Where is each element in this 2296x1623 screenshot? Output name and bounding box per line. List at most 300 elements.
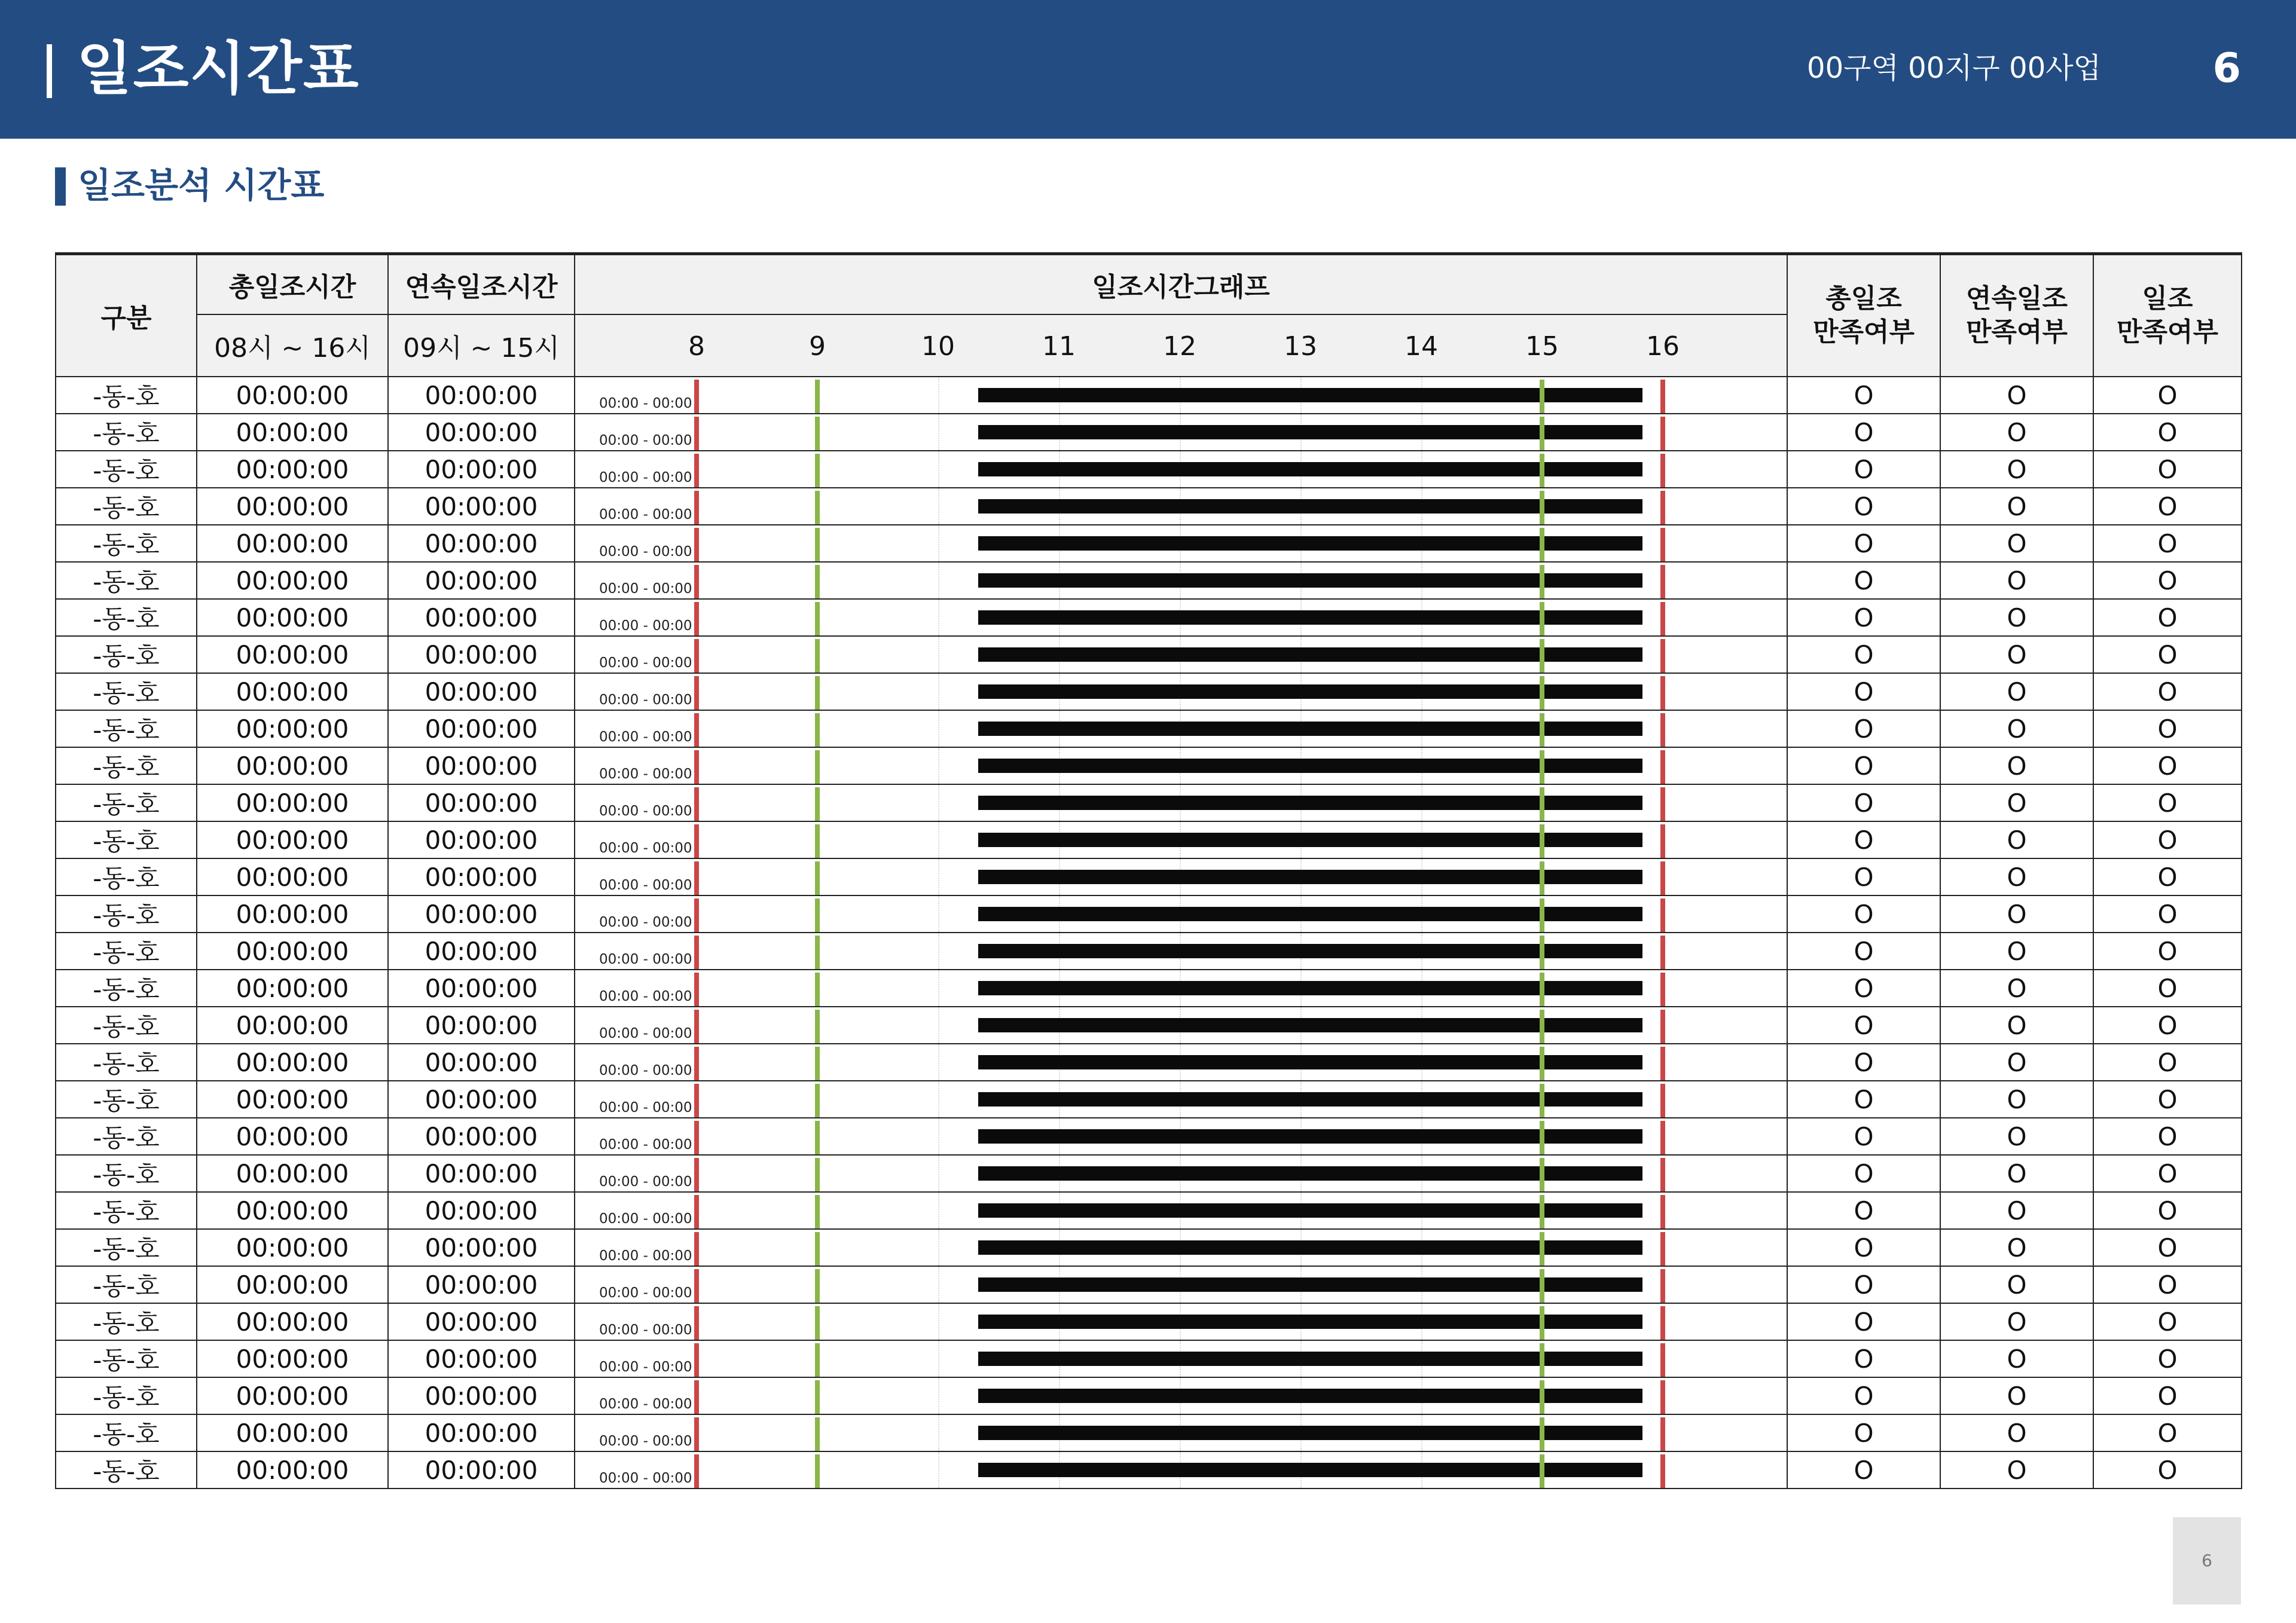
hour-label: 13 <box>1284 331 1317 362</box>
time-range-label: 00:00 - 00:00 <box>599 433 692 448</box>
table-row <box>56 1155 2242 1192</box>
hour-gridline <box>938 1156 939 1191</box>
total-window-end-marker <box>1660 1084 1665 1117</box>
total-sun-cell: 00:00:00 <box>197 784 388 821</box>
header-sun-ok <box>2093 254 2242 377</box>
total-sun-cell: 00:00:00 <box>197 821 388 858</box>
hour-label: 10 <box>921 331 955 362</box>
header-division: 구분 <box>56 254 197 377</box>
unit-cell: -동-호 <box>56 1340 197 1377</box>
hour-gridline <box>938 1267 939 1303</box>
sun-ok-cell: O <box>2093 895 2242 933</box>
total-ok-cell: O <box>1787 451 1940 488</box>
table-row <box>56 747 2242 784</box>
total-window-end-marker <box>1660 1306 1665 1340</box>
continuous-ok-cell: O <box>1940 599 2093 636</box>
time-range-label: 00:00 - 00:00 <box>599 692 692 708</box>
continuous-window-start-marker <box>815 1380 820 1414</box>
hour-gridline <box>938 748 939 784</box>
total-window-start-marker <box>694 491 699 524</box>
total-window-start-marker <box>694 713 699 747</box>
total-ok-cell: O <box>1787 1007 1940 1044</box>
continuous-window-start-marker <box>815 1417 820 1451</box>
continuous-window-end-marker <box>1540 639 1544 673</box>
graph-cell <box>575 1414 1787 1451</box>
sun-ok-cell: O <box>2093 414 2242 451</box>
unit-cell: -동-호 <box>56 895 197 933</box>
total-window-start-marker <box>694 1158 699 1191</box>
sunlight-table <box>55 252 2242 1489</box>
table-row <box>56 636 2242 673</box>
hour-gridline <box>938 896 939 932</box>
hour-gridline <box>938 785 939 821</box>
header-continuous-ok-line1: 연속일조 <box>1965 283 2068 314</box>
total-window-end-marker <box>1660 1454 1665 1488</box>
total-window-end-marker <box>1660 1121 1665 1154</box>
table-row <box>56 784 2242 821</box>
sun-ok-cell: O <box>2093 710 2242 747</box>
hour-gridline <box>938 970 939 1006</box>
total-sun-cell: 00:00:00 <box>197 1007 388 1044</box>
graph-cell <box>575 1303 1787 1340</box>
total-window-end-marker <box>1660 750 1665 784</box>
unit-cell: -동-호 <box>56 1118 197 1155</box>
continuous-window-start-marker <box>815 380 820 413</box>
header-total-range: 08시 ~ 16시 <box>197 314 388 377</box>
hour-gridline <box>938 488 939 524</box>
sun-ok-cell: O <box>2093 1377 2242 1414</box>
total-sun-cell: 00:00:00 <box>197 1303 388 1340</box>
continuous-sun-cell: 00:00:00 <box>388 636 575 673</box>
graph-cell <box>575 710 1787 747</box>
continuous-ok-cell: O <box>1940 451 2093 488</box>
unit-cell: -동-호 <box>56 1229 197 1266</box>
total-window-start-marker <box>694 1269 699 1303</box>
total-ok-cell: O <box>1787 1377 1940 1414</box>
graph-cell <box>575 1229 1787 1266</box>
total-window-start-marker <box>694 1195 699 1228</box>
continuous-window-start-marker <box>815 417 820 450</box>
total-sun-cell: 00:00:00 <box>197 710 388 747</box>
table-row <box>56 1192 2242 1229</box>
total-ok-cell: O <box>1787 933 1940 970</box>
header-continuous-ok-line2: 만족여부 <box>1965 317 2068 347</box>
sun-ok-cell: O <box>2093 636 2242 673</box>
total-sun-cell: 00:00:00 <box>197 1155 388 1192</box>
time-range-label: 00:00 - 00:00 <box>599 1471 692 1486</box>
continuous-window-end-marker <box>1540 1380 1544 1414</box>
continuous-window-start-marker <box>815 528 820 561</box>
total-window-end-marker <box>1660 1047 1665 1080</box>
total-sun-cell: 00:00:00 <box>197 1451 388 1488</box>
continuous-ok-cell: O <box>1940 1303 2093 1340</box>
header-sun-ok-line1: 일조 <box>2142 283 2193 314</box>
unit-cell: -동-호 <box>56 1192 197 1229</box>
time-range-label: 00:00 - 00:00 <box>599 1285 692 1301</box>
continuous-ok-cell: O <box>1940 970 2093 1007</box>
sun-ok-cell: O <box>2093 377 2242 414</box>
continuous-window-start-marker <box>815 973 820 1006</box>
time-range-label: 00:00 - 00:00 <box>599 915 692 930</box>
table-row <box>56 1303 2242 1340</box>
table-row <box>56 1340 2242 1377</box>
continuous-sun-cell: 00:00:00 <box>388 414 575 451</box>
continuous-ok-cell: O <box>1940 747 2093 784</box>
hour-gridline <box>938 637 939 673</box>
continuous-window-end-marker <box>1540 1232 1544 1266</box>
unit-cell: -동-호 <box>56 525 197 562</box>
continuous-window-start-marker <box>815 1195 820 1228</box>
total-sun-cell: 00:00:00 <box>197 1081 388 1118</box>
total-ok-cell: O <box>1787 673 1940 710</box>
hour-label: 15 <box>1525 331 1559 362</box>
total-sun-cell: 00:00:00 <box>197 1044 388 1081</box>
table-row <box>56 599 2242 636</box>
continuous-ok-cell: O <box>1940 636 2093 673</box>
continuous-sun-cell: 00:00:00 <box>388 821 575 858</box>
page-title: 일조시간표 <box>77 35 360 102</box>
hour-gridline <box>938 1415 939 1451</box>
hour-gridline <box>938 377 939 413</box>
continuous-window-start-marker <box>815 898 820 932</box>
hour-gridline <box>938 674 939 710</box>
hour-gridline <box>938 563 939 598</box>
total-ok-cell: O <box>1787 970 1940 1007</box>
total-window-end-marker <box>1660 602 1665 635</box>
total-sun-cell: 00:00:00 <box>197 747 388 784</box>
hour-label: 11 <box>1042 331 1076 362</box>
total-window-end-marker <box>1660 1417 1665 1451</box>
sun-ok-cell: O <box>2093 1192 2242 1229</box>
graph-cell <box>575 895 1787 933</box>
continuous-window-start-marker <box>815 1343 820 1377</box>
total-window-start-marker <box>694 639 699 673</box>
continuous-ok-cell: O <box>1940 1229 2093 1266</box>
hour-gridline <box>938 600 939 635</box>
time-range-label: 00:00 - 00:00 <box>599 1063 692 1078</box>
hour-gridline <box>938 1081 939 1117</box>
continuous-window-start-marker <box>815 861 820 895</box>
sun-ok-cell: O <box>2093 1081 2242 1118</box>
total-ok-cell: O <box>1787 377 1940 414</box>
graph-cell <box>575 747 1787 784</box>
unit-cell: -동-호 <box>56 858 197 895</box>
total-window-start-marker <box>694 528 699 561</box>
total-window-end-marker <box>1660 936 1665 969</box>
continuous-window-start-marker <box>815 565 820 598</box>
sun-ok-cell: O <box>2093 1266 2242 1303</box>
continuous-window-end-marker <box>1540 1306 1544 1340</box>
graph-cell <box>575 1044 1787 1081</box>
continuous-window-end-marker <box>1540 565 1544 598</box>
continuous-ok-cell: O <box>1940 784 2093 821</box>
unit-cell: -동-호 <box>56 710 197 747</box>
total-ok-cell: O <box>1787 1118 1940 1155</box>
page-header <box>0 0 2296 139</box>
unit-cell: -동-호 <box>56 636 197 673</box>
total-sun-cell: 00:00:00 <box>197 414 388 451</box>
continuous-ok-cell: O <box>1940 488 2093 525</box>
time-range-label: 00:00 - 00:00 <box>599 396 692 411</box>
time-range-label: 00:00 - 00:00 <box>599 840 692 856</box>
total-window-start-marker <box>694 1454 699 1488</box>
time-range-label: 00:00 - 00:00 <box>599 470 692 485</box>
total-window-start-marker <box>694 565 699 598</box>
header-page-number: 6 <box>2212 45 2241 92</box>
continuous-window-end-marker <box>1540 1158 1544 1191</box>
total-window-end-marker <box>1660 1010 1665 1043</box>
time-range-label: 00:00 - 00:00 <box>599 729 692 745</box>
hour-label: 12 <box>1163 331 1196 362</box>
total-sun-cell: 00:00:00 <box>197 1266 388 1303</box>
time-range-label: 00:00 - 00:00 <box>599 618 692 634</box>
table-row <box>56 1044 2242 1081</box>
table-row <box>56 933 2242 970</box>
continuous-window-start-marker <box>815 1232 820 1266</box>
continuous-ok-cell: O <box>1940 525 2093 562</box>
total-window-end-marker <box>1660 861 1665 895</box>
total-window-start-marker <box>694 454 699 487</box>
unit-cell: -동-호 <box>56 562 197 599</box>
time-range-label: 00:00 - 00:00 <box>599 1248 692 1264</box>
hour-label: 9 <box>809 331 826 362</box>
total-window-start-marker <box>694 1417 699 1451</box>
time-range-label: 00:00 - 00:00 <box>599 1137 692 1153</box>
header-total-ok-line1: 총일조 <box>1825 283 1902 314</box>
time-range-label: 00:00 - 00:00 <box>599 952 692 967</box>
unit-cell: -동-호 <box>56 451 197 488</box>
total-sun-cell: 00:00:00 <box>197 858 388 895</box>
continuous-ok-cell: O <box>1940 895 2093 933</box>
graph-cell <box>575 377 1787 414</box>
sun-ok-cell: O <box>2093 1155 2242 1192</box>
continuous-window-start-marker <box>815 1121 820 1154</box>
continuous-ok-cell: O <box>1940 1377 2093 1414</box>
continuous-ok-cell: O <box>1940 1081 2093 1118</box>
header-total-ok <box>1787 254 1940 377</box>
continuous-window-end-marker <box>1540 936 1544 969</box>
table-row <box>56 562 2242 599</box>
graph-cell <box>575 933 1787 970</box>
graph-cell <box>575 1377 1787 1414</box>
total-ok-cell: O <box>1787 1229 1940 1266</box>
continuous-window-start-marker <box>815 1010 820 1043</box>
total-window-end-marker <box>1660 1232 1665 1266</box>
sun-ok-cell: O <box>2093 1414 2242 1451</box>
total-ok-cell: O <box>1787 858 1940 895</box>
graph-cell <box>575 1192 1787 1229</box>
continuous-sun-cell: 00:00:00 <box>388 1303 575 1340</box>
total-window-start-marker <box>694 787 699 821</box>
table-row <box>56 414 2242 451</box>
sun-ok-cell: O <box>2093 1451 2242 1488</box>
total-window-end-marker <box>1660 639 1665 673</box>
unit-cell: -동-호 <box>56 1007 197 1044</box>
graph-cell <box>575 451 1787 488</box>
continuous-sun-cell: 00:00:00 <box>388 1229 575 1266</box>
time-range-label: 00:00 - 00:00 <box>599 1026 692 1041</box>
continuous-sun-cell: 00:00:00 <box>388 1266 575 1303</box>
table-row <box>56 1414 2242 1451</box>
total-ok-cell: O <box>1787 488 1940 525</box>
total-window-start-marker <box>694 824 699 858</box>
continuous-window-end-marker <box>1540 1010 1544 1043</box>
total-ok-cell: O <box>1787 525 1940 562</box>
continuous-window-end-marker <box>1540 1047 1544 1080</box>
header-graph: 일조시간그래프 <box>575 254 1787 315</box>
continuous-window-end-marker <box>1540 491 1544 524</box>
hour-labels <box>575 316 1787 375</box>
total-window-start-marker <box>694 1343 699 1377</box>
total-sun-cell: 00:00:00 <box>197 1229 388 1266</box>
continuous-ok-cell: O <box>1940 1155 2093 1192</box>
header-sun-ok-line2: 만족여부 <box>2116 317 2218 347</box>
total-window-start-marker <box>694 936 699 969</box>
total-sun-cell: 00:00:00 <box>197 525 388 562</box>
continuous-window-start-marker <box>815 1047 820 1080</box>
total-sun-cell: 00:00:00 <box>197 895 388 933</box>
continuous-window-end-marker <box>1540 1454 1544 1488</box>
graph-cell <box>575 784 1787 821</box>
continuous-window-start-marker <box>815 936 820 969</box>
total-window-end-marker <box>1660 1158 1665 1191</box>
continuous-sun-cell: 00:00:00 <box>388 710 575 747</box>
graph-cell <box>575 414 1787 451</box>
unit-cell: -동-호 <box>56 1081 197 1118</box>
table-row <box>56 1266 2242 1303</box>
continuous-window-start-marker <box>815 750 820 784</box>
page-number-box: 6 <box>2173 1517 2241 1604</box>
table-row <box>56 895 2242 933</box>
header-continuous-range: 09시 ~ 15시 <box>388 314 575 377</box>
total-window-start-marker <box>694 1306 699 1340</box>
sun-ok-cell: O <box>2093 970 2242 1007</box>
continuous-window-start-marker <box>815 491 820 524</box>
hour-gridline <box>938 1304 939 1340</box>
unit-cell: -동-호 <box>56 1266 197 1303</box>
graph-cell <box>575 636 1787 673</box>
continuous-ok-cell: O <box>1940 1340 2093 1377</box>
total-ok-cell: O <box>1787 710 1940 747</box>
sun-ok-cell: O <box>2093 673 2242 710</box>
total-ok-cell: O <box>1787 821 1940 858</box>
continuous-sun-cell: 00:00:00 <box>388 747 575 784</box>
total-sun-cell: 00:00:00 <box>197 377 388 414</box>
time-range-label: 00:00 - 00:00 <box>599 1322 692 1338</box>
hour-gridline <box>938 1230 939 1266</box>
total-ok-cell: O <box>1787 784 1940 821</box>
continuous-window-end-marker <box>1540 861 1544 895</box>
total-ok-cell: O <box>1787 562 1940 599</box>
total-ok-cell: O <box>1787 414 1940 451</box>
total-ok-cell: O <box>1787 895 1940 933</box>
unit-cell: -동-호 <box>56 377 197 414</box>
continuous-window-end-marker <box>1540 750 1544 784</box>
hour-label: 16 <box>1646 331 1680 362</box>
graph-cell <box>575 599 1787 636</box>
continuous-window-start-marker <box>815 1306 820 1340</box>
unit-cell: -동-호 <box>56 933 197 970</box>
continuous-window-end-marker <box>1540 713 1544 747</box>
sun-ok-cell: O <box>2093 525 2242 562</box>
total-sun-cell: 00:00:00 <box>197 451 388 488</box>
continuous-window-end-marker <box>1540 1417 1544 1451</box>
total-sun-cell: 00:00:00 <box>197 970 388 1007</box>
sun-ok-cell: O <box>2093 821 2242 858</box>
total-window-end-marker <box>1660 1380 1665 1414</box>
unit-cell: -동-호 <box>56 599 197 636</box>
hour-gridline <box>938 933 939 969</box>
unit-cell: -동-호 <box>56 1451 197 1488</box>
continuous-ok-cell: O <box>1940 673 2093 710</box>
total-window-end-marker <box>1660 1343 1665 1377</box>
total-window-end-marker <box>1660 1195 1665 1228</box>
continuous-sun-cell: 00:00:00 <box>388 1192 575 1229</box>
hour-label: 8 <box>688 331 705 362</box>
section-marker <box>55 167 66 206</box>
header-total-ok-line2: 만족여부 <box>1812 317 1915 347</box>
continuous-window-start-marker <box>815 787 820 821</box>
continuous-sun-cell: 00:00:00 <box>388 377 575 414</box>
graph-cell <box>575 821 1787 858</box>
table-row <box>56 1451 2242 1488</box>
table-row <box>56 673 2242 710</box>
continuous-window-end-marker <box>1540 787 1544 821</box>
total-window-start-marker <box>694 1380 699 1414</box>
total-ok-cell: O <box>1787 1340 1940 1377</box>
continuous-window-end-marker <box>1540 1121 1544 1154</box>
sun-ok-cell: O <box>2093 747 2242 784</box>
total-sun-cell: 00:00:00 <box>197 1118 388 1155</box>
table-row <box>56 451 2242 488</box>
continuous-sun-cell: 00:00:00 <box>388 970 575 1007</box>
total-window-start-marker <box>694 380 699 413</box>
time-range-label: 00:00 - 00:00 <box>599 1434 692 1449</box>
continuous-sun-cell: 00:00:00 <box>388 858 575 895</box>
graph-cell <box>575 1451 1787 1488</box>
continuous-window-end-marker <box>1540 602 1544 635</box>
sun-ok-cell: O <box>2093 562 2242 599</box>
continuous-sun-cell: 00:00:00 <box>388 784 575 821</box>
unit-cell: -동-호 <box>56 970 197 1007</box>
graph-cell <box>575 1340 1787 1377</box>
table-row <box>56 488 2242 525</box>
total-window-end-marker <box>1660 528 1665 561</box>
total-window-end-marker <box>1660 454 1665 487</box>
header-hour-axis <box>575 314 1787 377</box>
unit-cell: -동-호 <box>56 414 197 451</box>
time-range-label: 00:00 - 00:00 <box>599 878 692 893</box>
total-window-start-marker <box>694 1047 699 1080</box>
total-sun-cell: 00:00:00 <box>197 1192 388 1229</box>
total-window-start-marker <box>694 750 699 784</box>
unit-cell: -동-호 <box>56 784 197 821</box>
section-title: 일조분석 시간표 <box>78 165 325 206</box>
time-range-label: 00:00 - 00:00 <box>599 655 692 671</box>
total-window-end-marker <box>1660 491 1665 524</box>
continuous-ok-cell: O <box>1940 858 2093 895</box>
continuous-ok-cell: O <box>1940 1192 2093 1229</box>
time-range-label: 00:00 - 00:00 <box>599 989 692 1004</box>
time-range-label: 00:00 - 00:00 <box>599 544 692 560</box>
total-ok-cell: O <box>1787 1044 1940 1081</box>
total-ok-cell: O <box>1787 1155 1940 1192</box>
graph-cell <box>575 525 1787 562</box>
sun-ok-cell: O <box>2093 451 2242 488</box>
table-row <box>56 1229 2242 1266</box>
time-range-label: 00:00 - 00:00 <box>599 1359 692 1375</box>
time-range-label: 00:00 - 00:00 <box>599 803 692 819</box>
